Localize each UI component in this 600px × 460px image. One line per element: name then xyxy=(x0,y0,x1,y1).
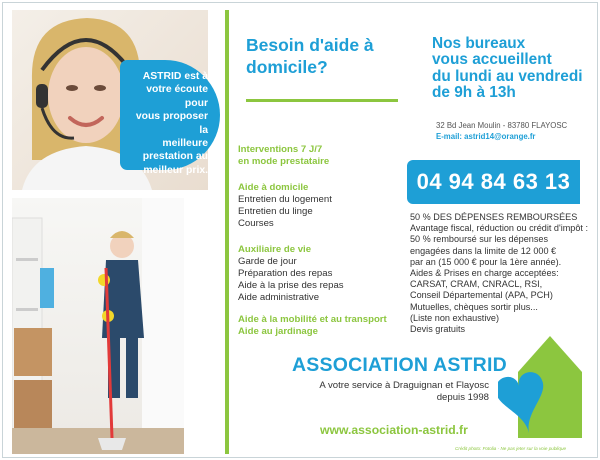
since-line: depuis 1998 xyxy=(436,392,489,403)
service-item: Garde de jour xyxy=(238,256,297,267)
reimbursement-info xyxy=(410,212,596,335)
reimbursement-line: (Liste non exhaustive) xyxy=(410,312,499,323)
reimbursement-line: 50 % DES DÉPENSES REMBOURSÉES xyxy=(410,212,578,222)
reimbursement-line: Devis gratuits xyxy=(410,324,466,335)
service-area xyxy=(293,380,489,404)
interventions-heading: Interventions 7 J/7 xyxy=(238,144,323,155)
reimbursement-line: par an (15 000 € pour la 1ère année). xyxy=(410,256,562,267)
interventions-heading: en mode prestataire xyxy=(238,156,330,167)
bubble-line: meilleure xyxy=(162,138,208,150)
vertical-divider xyxy=(225,10,229,454)
reimbursement-line: Conseil Départemental (APA, PCH) xyxy=(410,290,553,301)
reimbursement-line: CARSAT, CRAM, CNRACL, RSI, xyxy=(410,279,543,290)
service-item: Aide à la prise des repas xyxy=(238,280,344,291)
bubble-line: vous proposer la xyxy=(135,111,208,136)
reimbursement-line: Mutuelles, chèques sortir plus... xyxy=(410,301,538,312)
help-title-line: domicile? xyxy=(246,57,328,77)
address: 32 Bd Jean Moulin - 83780 FLAYOSC xyxy=(436,121,568,130)
service-item: Préparation des repas xyxy=(238,268,333,279)
service-item: Aide administrative xyxy=(238,292,320,303)
info-bubble xyxy=(120,60,220,176)
website-link[interactable]: www.association-astrid.fr xyxy=(320,423,468,437)
interventions-section xyxy=(238,144,329,168)
offices-title-line: du lundi au vendredi xyxy=(432,67,583,85)
house-heart-logo xyxy=(498,332,582,438)
association-name: ASSOCIATION ASTRID xyxy=(292,354,507,376)
phone-number[interactable]: 04 94 84 63 13 xyxy=(407,160,580,204)
offices-title xyxy=(432,36,583,102)
bubble-line: votre écoute pour xyxy=(146,84,208,109)
bubble-line: ASTRID est à xyxy=(142,71,208,82)
service-area-line: A votre service à Draguignan et Flayosc xyxy=(319,380,489,391)
auxiliaire-heading: Auxiliaire de vie xyxy=(238,244,312,255)
cleaning-illustration xyxy=(12,198,184,454)
reimbursement-line: Aides & Prises en charge acceptées: xyxy=(410,268,559,279)
bubble-line: meilleur prix. xyxy=(143,164,208,176)
auxiliaire-section xyxy=(238,244,344,304)
mobilite-section xyxy=(238,314,387,338)
offices-title-line: de 9h à 13h xyxy=(432,84,516,102)
service-item: Entretien du logement xyxy=(238,194,332,205)
mobilite-heading: Aide au jardinage xyxy=(238,326,318,337)
help-title xyxy=(246,34,374,78)
reimbursement-line: 50 % remboursé sur les dépenses xyxy=(410,234,548,245)
aide-domicile-heading: Aide à domicile xyxy=(238,182,309,193)
photo-credit: Crédit photo: Fotolia - Ne pas jeter sur la voie publique xyxy=(455,446,567,451)
email[interactable]: E-mail: astrid14@orange.fr xyxy=(436,132,536,141)
mobilite-heading: Aide à la mobilité et au transport xyxy=(238,314,387,325)
title-underline xyxy=(246,99,398,102)
bubble-line: prestation au xyxy=(142,151,208,163)
reimbursement-line: Avantage fiscal, réduction ou crédit d'impôt : xyxy=(410,223,588,234)
cleaning-photo xyxy=(12,198,184,454)
service-item: Courses xyxy=(238,218,274,229)
offices-title-line: Nos bureaux xyxy=(432,35,526,52)
reimbursement-line: engagées dans la limite de 12 000 € xyxy=(410,245,557,256)
aide-domicile-section xyxy=(238,182,332,230)
offices-title-line: vous accueillent xyxy=(432,51,552,69)
service-item: Entretien du linge xyxy=(238,206,313,217)
house-heart-icon xyxy=(498,332,582,438)
help-title-line: Besoin d'aide à xyxy=(246,35,374,55)
